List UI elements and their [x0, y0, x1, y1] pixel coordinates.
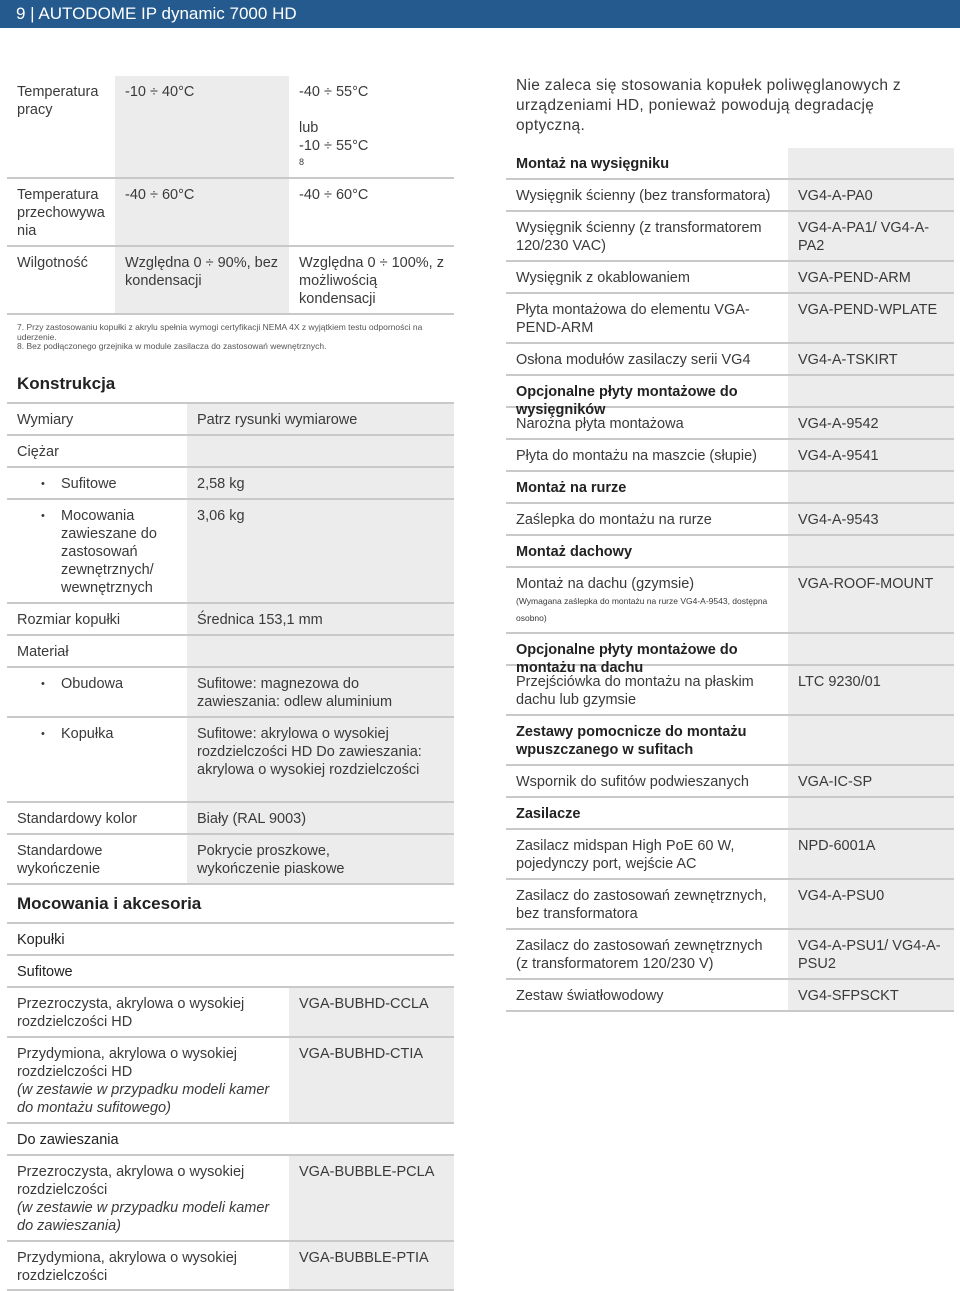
row-value: 2,58 kg	[187, 468, 454, 498]
label-text: Opcjonalne płyty montażowe do montażu na dachu	[516, 642, 738, 676]
label-note: (Wymagana zaślepka do montażu na rurze VG4-A-9543, dostępna osobno)	[516, 596, 768, 623]
row-code: VGA-ROOF-MOUNT	[788, 568, 954, 632]
row-code: NPD-6001A	[788, 830, 954, 878]
row-label	[506, 440, 788, 470]
label-text: Wysięgnik ścienny (bez transformatora)	[516, 188, 771, 204]
row-label	[506, 568, 788, 632]
row-code: VGA-BUBHD-CTIA	[289, 1038, 454, 1122]
row-value: Sufitowe: akrylowa o wysokiej rozdzielczości HD Do zawieszania: akrylowa o wysokiej rozdzielczości	[187, 718, 454, 801]
row-code: VGA-BUBBLE-PCLA	[289, 1156, 454, 1240]
label-text: Zasilacz do zastosowań zewnętrznych, bez transformatora	[516, 888, 767, 922]
value-line: lub	[299, 120, 319, 136]
row-code: VGA-BUBHD-CCLA	[289, 988, 454, 1036]
row-value: -10 ÷ 40°C	[115, 76, 289, 177]
table-row	[506, 294, 954, 344]
row-value: Biały (RAL 9003)	[187, 803, 454, 833]
row-label	[506, 504, 788, 534]
table-row	[7, 835, 454, 885]
row-code: LTC 9230/01	[788, 666, 954, 714]
row-code: VG4-A-PSU1/ VG4-A-PSU2	[788, 930, 954, 978]
table-row	[7, 404, 454, 436]
table-row	[7, 436, 454, 468]
table-row	[7, 803, 454, 835]
row-code	[788, 634, 954, 664]
row-label	[506, 262, 788, 292]
subheading-do-zawieszania: Do zawieszania	[17, 1132, 119, 1148]
label-text: Wysięgnik z okablowaniem	[516, 270, 690, 286]
table-row	[7, 179, 454, 247]
subheading	[506, 798, 788, 828]
row-code: VGA-PEND-ARM	[788, 262, 954, 292]
label-text: Narożna płyta montażowa	[516, 416, 684, 432]
footnote-ref: 8	[299, 157, 305, 167]
section-title-mocowania: Mocowania i akcesoria	[17, 894, 202, 913]
label-text: Płyta do montażu na maszcie (słupie)	[516, 448, 757, 464]
footnote-7: 7. Przy zastosowaniu kopułki z akrylu spełnia wymogi certyfikacji NEMA 4X z wyjątkiem testu odporności na uderzenie.	[17, 322, 423, 342]
row-value-2	[289, 76, 454, 177]
row-label: • Obudowa	[7, 668, 187, 716]
label-note: (w zestawie w przypadku modeli kamer do montażu sufitowego)	[17, 1082, 270, 1116]
row-label: Standardowe wykończenie	[17, 843, 103, 877]
row-code: VGA-PEND-WPLATE	[788, 294, 954, 342]
subheading-row	[506, 148, 954, 180]
row-value-2: -40 ÷ 60°C	[299, 187, 369, 203]
row-code: VGA-BUBBLE-PTIA	[289, 1242, 454, 1289]
row-label	[506, 830, 788, 878]
row-label: Przydymiona, akrylowa o wysokiej rozdzielczości	[17, 1250, 237, 1284]
subheading-row	[506, 472, 954, 504]
subheading-row	[506, 634, 954, 676]
row-label	[506, 766, 788, 796]
table-row	[506, 930, 954, 980]
row-code: VG4-A-PA1/ VG4-A-PA2	[788, 212, 954, 260]
label-text: Montaż dachowy	[516, 544, 633, 560]
label-text: Zestaw światłowodowy	[516, 988, 664, 1004]
label-text: Przejściówka do montażu na płaskim dachu lub gzymsie	[516, 674, 754, 708]
table-row	[7, 636, 454, 668]
row-code: VG4-A-PSU0	[788, 880, 954, 928]
note-text: Nie zaleca się stosowania kopułek poliwęglanowych z urządzeniami HD, ponieważ powodują degradację optyczną.	[516, 77, 901, 134]
row-label: Wymiary	[17, 412, 74, 428]
row-label: Temperatura przechowywa nia	[17, 187, 105, 239]
table-row	[506, 980, 954, 1012]
label-text: Zaślepka do montażu na rurze	[516, 512, 712, 528]
row-code: VG4-A-9542	[788, 408, 954, 438]
row-value: Patrz rysunki wymiarowe	[187, 404, 454, 434]
subheading	[506, 376, 788, 418]
footnote-8: 8. Bez podłączonego grzejnika w module zasilacza do zastosowań wewnętrznych.	[17, 341, 327, 351]
subheading-row	[506, 536, 954, 568]
label-text: Wspornik do sufitów podwieszanych	[516, 774, 749, 790]
table-row	[7, 988, 454, 1038]
row-label	[506, 880, 788, 928]
row-label: Materiał	[17, 644, 69, 660]
table-row	[7, 1156, 454, 1242]
subheading-kopulki: Kopułki	[17, 932, 65, 948]
table-row	[7, 76, 454, 179]
subheading-row	[506, 376, 954, 418]
row-code: VGA-IC-SP	[788, 766, 954, 796]
table-row	[506, 766, 954, 798]
row-code: VG4-A-9543	[788, 504, 954, 534]
label-text: Montaż na rurze	[516, 480, 627, 496]
table-row	[7, 604, 454, 636]
row-value: 3,06 kg	[187, 500, 454, 602]
subheading	[506, 716, 788, 764]
subheading-sufitowe: Sufitowe	[17, 964, 73, 980]
row-code	[788, 148, 954, 178]
row-code	[788, 376, 954, 406]
value-line: -40 ÷ 55°C	[299, 84, 369, 100]
label-text: Przydymiona, akrylowa o wysokiej rozdzielczości HD	[17, 1046, 237, 1080]
label-text: Wysięgnik ścienny (z transformatorem 120/230 VAC)	[516, 220, 762, 254]
row-code	[788, 798, 954, 828]
row-value: Średnica 153,1 mm	[187, 604, 454, 634]
row-label	[7, 1156, 289, 1240]
row-value: Pokrycie proszkowe, wykończenie piaskowe	[187, 835, 454, 883]
row-label	[7, 1038, 289, 1122]
table-row	[7, 247, 454, 315]
row-label: Ciężar	[17, 444, 59, 460]
table-row	[7, 1038, 454, 1124]
row-value: Sufitowe: magnezowa do zawieszania: odlew aluminium	[187, 668, 454, 716]
row-code: VG4-A-9541	[788, 440, 954, 470]
label-text: Zasilacz midspan High PoE 60 W, pojedynczy port, wejście AC	[516, 838, 735, 872]
table-row	[506, 504, 954, 536]
row-label	[506, 294, 788, 342]
row-label	[506, 408, 788, 438]
table-row	[7, 500, 454, 604]
subheading	[506, 634, 788, 676]
label-text: Montaż na wysięgniku	[516, 156, 670, 172]
label-text: Zasilacz do zastosowań zewnętrznych (z transformatorem 120/230 V)	[516, 938, 763, 972]
section-heading-row	[7, 885, 454, 924]
table-row	[7, 468, 454, 500]
row-label: Rozmiar kopułki	[17, 612, 121, 628]
row-label: • Kopułka	[7, 718, 187, 801]
row-code: VG4-SFPSCKT	[788, 980, 954, 1010]
table-row	[506, 262, 954, 294]
row-label	[506, 980, 788, 1010]
subheading	[506, 148, 788, 178]
label-text: Przezroczysta, akrylowa o wysokiej rozdzielczości	[17, 1164, 245, 1198]
row-value	[187, 436, 454, 466]
label-text: Osłona modułów zasilaczy serii VG4	[516, 352, 751, 368]
table-row	[506, 344, 954, 376]
label-note: (w zestawie w przypadku modeli kamer do zawieszania)	[17, 1200, 270, 1234]
table-row	[506, 880, 954, 930]
table-row	[7, 1242, 454, 1291]
row-label: Temperatura pracy	[17, 84, 99, 118]
row-value-2: Względna 0 ÷ 100%, z możliwością kondensacji	[299, 255, 444, 307]
label-text: Płyta montażowa do elementu VGA-PEND-ARM	[516, 302, 750, 336]
row-label	[506, 180, 788, 210]
label-text: Zasilacze	[516, 806, 581, 822]
table-row	[506, 408, 954, 440]
subheading-row	[7, 924, 454, 956]
subheading	[506, 536, 788, 566]
row-label	[506, 212, 788, 260]
row-code	[788, 472, 954, 502]
page-header	[0, 0, 960, 28]
table-row	[7, 718, 454, 803]
label-text: Opcjonalne płyty montażowe do wysięgników	[516, 384, 738, 418]
label-text: Zestawy pomocnicze do montażu wpuszczanego w sufitach	[516, 724, 747, 758]
row-code: VG4-A-TSKIRT	[788, 344, 954, 374]
row-label	[506, 344, 788, 374]
row-label	[506, 930, 788, 978]
row-value: Względna 0 ÷ 90%, bez kondensacji	[115, 247, 289, 313]
row-label: • Sufitowe	[7, 468, 187, 498]
subheading-row	[506, 798, 954, 830]
table-row	[506, 666, 954, 716]
table-row	[506, 568, 954, 634]
row-code	[788, 716, 954, 764]
section-heading-row	[7, 366, 454, 404]
row-label: Wilgotność	[17, 255, 88, 271]
table-row	[506, 830, 954, 880]
row-label: Standardowy kolor	[17, 811, 138, 827]
table-row	[506, 180, 954, 212]
header-title: 9 | AUTODOME IP dynamic 7000 HD	[16, 4, 297, 23]
row-value: -40 ÷ 60°C	[115, 179, 289, 245]
row-code	[788, 536, 954, 566]
subheading-row	[506, 716, 954, 766]
subheading-row	[7, 956, 454, 988]
table-row	[7, 668, 454, 718]
section-title-konstrukcja: Konstrukcja	[17, 374, 116, 393]
row-label	[506, 666, 788, 714]
table-row	[506, 440, 954, 472]
row-code: VG4-A-PA0	[788, 180, 954, 210]
row-label: Przezroczysta, akrylowa o wysokiej rozdzielczości HD	[17, 996, 245, 1030]
row-value	[187, 636, 454, 666]
row-label: • Mocowania zawieszane do zastosowań zewnętrznych/ wewnętrznych	[7, 500, 187, 602]
value-line: -10 ÷ 55°C	[299, 138, 369, 154]
subheading	[506, 472, 788, 502]
table-row	[506, 212, 954, 262]
subheading-row	[7, 1124, 454, 1156]
label-text: Montaż na dachu (gzymsie)	[516, 576, 695, 592]
